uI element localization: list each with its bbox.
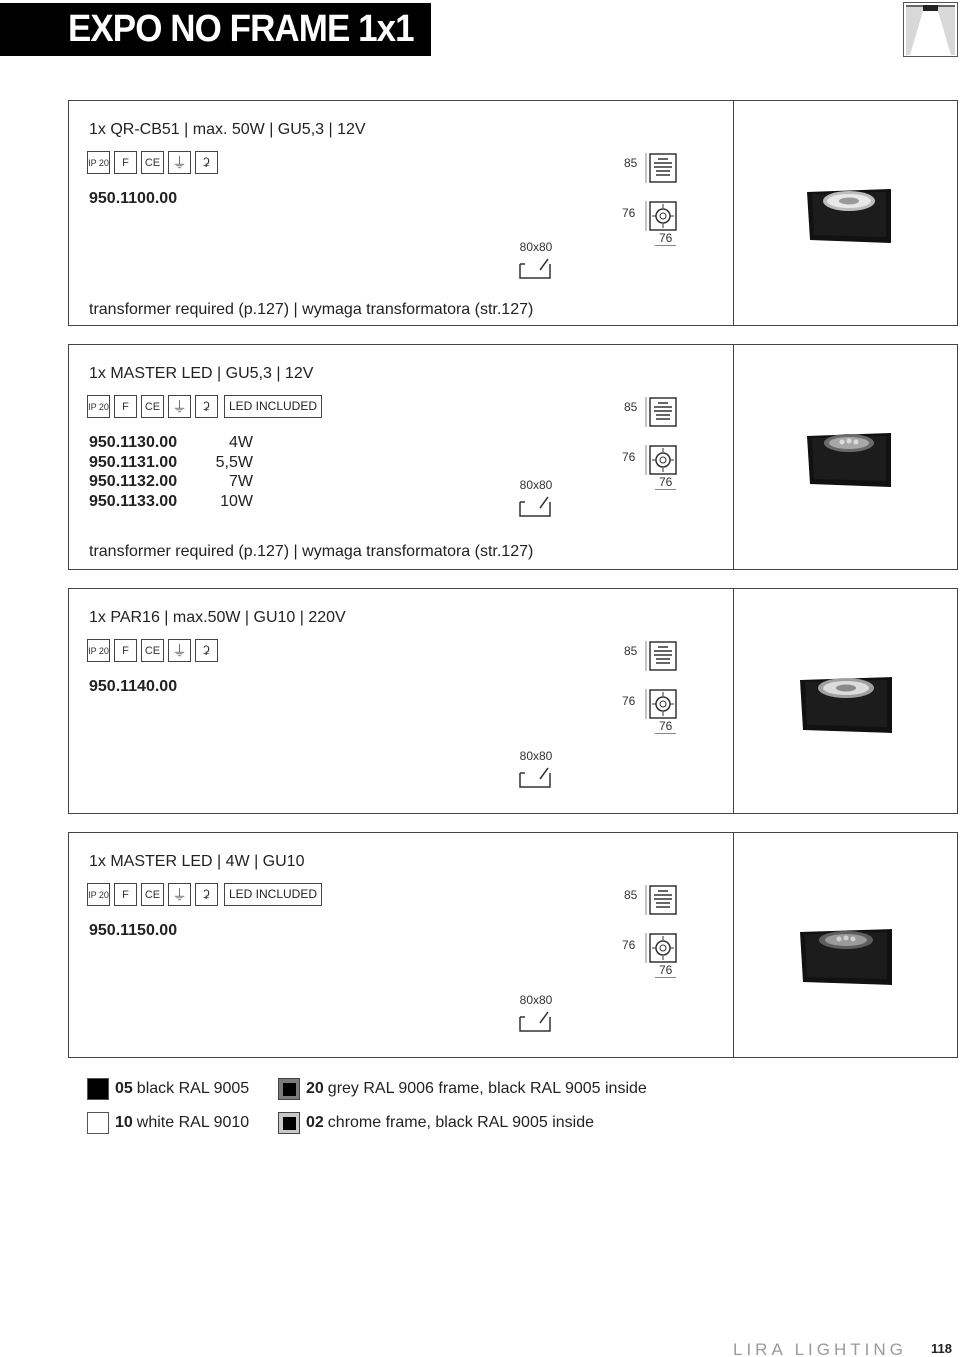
protection-class-icon: ʡ (195, 395, 218, 418)
cutout-label: 80x80 (519, 993, 553, 1007)
dimension-height: 85 (624, 888, 638, 902)
product-code-list (89, 921, 177, 941)
downlight-image (797, 677, 895, 733)
legend-item-grey (278, 1078, 647, 1100)
cutout-dimension (518, 478, 554, 518)
f-mark-icon: F (114, 639, 137, 662)
cutout-icon (518, 258, 552, 280)
downlight-image (804, 189, 894, 243)
product-note: transformer required (p.127) | wymaga transformatora (str.127) (89, 543, 534, 560)
product-card-3 (68, 588, 958, 814)
downlight-image (804, 433, 894, 487)
product-code: 950.1132.00 (89, 473, 178, 490)
dimension-diameter: 76 (622, 450, 636, 464)
color-label: black RAL 9005 (136, 1080, 250, 1097)
product-card-1 (68, 100, 958, 326)
page-number: 118 (931, 1341, 952, 1356)
wattage: 10W (220, 492, 253, 510)
f-mark-icon: F (114, 151, 137, 174)
height-diagram-icon (644, 151, 678, 185)
wattage: 7W (229, 473, 253, 490)
product-spec: 1x MASTER LED | 4W | GU10 (89, 853, 305, 870)
dimension-diameter: 76 (622, 694, 636, 708)
cutout-label: 80x80 (519, 749, 553, 763)
legend-item-white (87, 1112, 249, 1134)
color-label: white RAL 9010 (136, 1114, 250, 1131)
dimension-height: 85 (624, 644, 638, 658)
divider (733, 101, 734, 325)
ip20-icon: IP 20 (87, 639, 110, 662)
dimension-diameter-bottom: 76 (655, 963, 676, 978)
cutout-icon (518, 1011, 552, 1033)
certification-icons (87, 395, 322, 418)
color-swatch (87, 1078, 109, 1100)
product-code: 950.1140.00 (89, 678, 178, 695)
diameter-diagram-icon (644, 931, 678, 965)
protection-class-icon: ʡ (195, 639, 218, 662)
wattage: 4W (229, 434, 253, 451)
dimension-diameter-bottom: 76 (655, 719, 676, 734)
cutout-icon (518, 767, 552, 789)
product-code: 950.1150.00 (89, 922, 178, 939)
product-code-list (89, 189, 177, 209)
cutout-label: 80x80 (519, 478, 553, 492)
ceiling-light-icon (903, 2, 958, 57)
brand-name: LIRA LIGHTING (733, 1340, 907, 1357)
divider (733, 589, 734, 813)
page-title: EXPO NO FRAME 1x1 (68, 8, 414, 50)
dimension-diameter: 76 (622, 938, 636, 952)
cutout-dimension (518, 993, 554, 1033)
ground-icon: ⏚ (168, 883, 191, 906)
height-diagram-icon (644, 395, 678, 429)
color-swatch (87, 1112, 109, 1134)
product-code: 950.1131.00 (89, 453, 178, 471)
product-code-list (89, 433, 177, 511)
height-diagram-icon (644, 883, 678, 917)
ground-icon: ⏚ (168, 639, 191, 662)
legend-item-chrome (278, 1112, 594, 1134)
ground-icon: ⏚ (168, 395, 191, 418)
ce-mark-icon: CE (141, 883, 164, 906)
cutout-dimension (518, 240, 554, 280)
product-code-list (89, 677, 177, 697)
downlight-image (797, 929, 895, 985)
dimension-diameter-bottom: 76 (655, 475, 676, 490)
ce-mark-icon: CE (141, 151, 164, 174)
certification-icons (87, 639, 218, 662)
f-mark-icon: F (114, 883, 137, 906)
divider (733, 833, 734, 1057)
f-mark-icon: F (114, 395, 137, 418)
product-spec: 1x MASTER LED | GU5,3 | 12V (89, 365, 314, 382)
certification-icons (87, 151, 218, 174)
diameter-diagram-icon (644, 199, 678, 233)
product-code: 950.1100.00 (89, 190, 178, 207)
diameter-diagram-icon (644, 443, 678, 477)
protection-class-icon: ʡ (195, 883, 218, 906)
cutout-label: 80x80 (519, 240, 553, 254)
color-code: 20 (306, 1080, 324, 1097)
product-spec: 1x QR-CB51 | max. 50W | GU5,3 | 12V (89, 121, 366, 138)
height-diagram-icon (644, 639, 678, 673)
ip20-icon: IP 20 (87, 883, 110, 906)
ce-mark-icon: CE (141, 639, 164, 662)
divider (733, 345, 734, 569)
product-code: 950.1133.00 (89, 492, 178, 510)
wattage: 5,5W (215, 453, 253, 471)
product-note: transformer required (p.127) | wymaga transformatora (str.127) (89, 301, 534, 318)
dimension-height: 85 (624, 400, 638, 414)
product-code: 950.1130.00 (89, 434, 178, 451)
color-code: 02 (306, 1114, 324, 1131)
color-code: 10 (115, 1114, 133, 1131)
ground-icon: ⏚ (168, 151, 191, 174)
diameter-diagram-icon (644, 687, 678, 721)
ce-mark-icon: CE (141, 395, 164, 418)
ip20-icon: IP 20 (87, 151, 110, 174)
color-swatch (278, 1112, 300, 1134)
legend-item-black (87, 1078, 249, 1100)
product-spec: 1x PAR16 | max.50W | GU10 | 220V (89, 609, 346, 626)
cutout-icon (518, 496, 552, 518)
product-card-4 (68, 832, 958, 1058)
color-label: chrome frame, black RAL 9005 inside (327, 1114, 594, 1131)
certification-icons (87, 883, 322, 906)
led-included-badge: LED INCLUDED (224, 395, 322, 418)
dimension-diameter: 76 (622, 206, 636, 220)
dimension-height: 85 (624, 156, 638, 170)
ip20-icon: IP 20 (87, 395, 110, 418)
color-label: grey RAL 9006 frame, black RAL 9005 inside (327, 1080, 647, 1097)
color-swatch (278, 1078, 300, 1100)
color-code: 05 (115, 1080, 133, 1097)
protection-class-icon: ʡ (195, 151, 218, 174)
wattage-list (209, 433, 253, 511)
cutout-dimension (518, 749, 554, 789)
led-included-badge: LED INCLUDED (224, 883, 322, 906)
dimension-diameter-bottom: 76 (655, 231, 676, 246)
product-card-2 (68, 344, 958, 570)
